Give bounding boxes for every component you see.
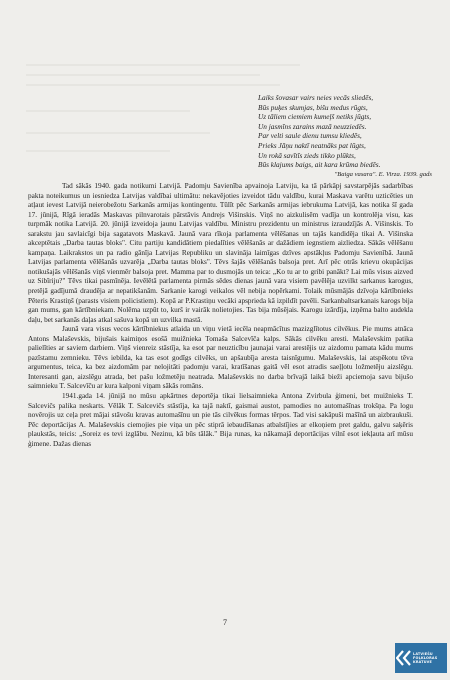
page-number: 7 <box>223 618 227 627</box>
bleed-through-line <box>26 74 260 76</box>
poem-source: "Baiga vasara". E. Virza. 1939. gads <box>334 170 432 178</box>
poem-line: Uz tāliem ciemiem kumeļš netiks jūgts, <box>258 112 372 122</box>
poem-line: Un jasmīns zarains mazā neuzziedēs. <box>258 121 367 131</box>
bleed-through-line <box>26 64 300 66</box>
epigraph-poem <box>258 93 438 179</box>
poem-line: Būs puķes skumjas, bišu medus rūgts, <box>258 102 368 112</box>
poem-line: Un rokā savītīs zieds tikko plūkts, <box>258 150 356 160</box>
paragraph: Jaunā vara visus vecos kārtībniekus atlaida un viņu vietā iecēla neapmācītus mazizglītotus cilvēkus. Pie mums atnāca Antons Malaševskis, bijušais kaimiņos esošā muižnieka Tomaša Salcevīča kalps. Sākās cilvēku aresti. Malaševskim patika palielīties ar saviem darbiem. Viņš vienreiz stāstīja, ka esot par neuzticību jaunajai varai arestējis uz aizdomu pamata kādu mums pazīstamu zemnieku. Tēvs iebilda, ka tas esot godīgs cilvēks, un apšaubīja aresta taisnīgumu. Malaševskis, lai atspēkotu tēva argumentus, teica, ka bez aizdomām par nelojitāti padomju varai, kratīšanas gaitā vēl esot atradis saeļļotu ložmetēju aizslēgu. Interesanti gan, aizslēgu atrada, bet pašu ložmetēju neatrada. Malaševskis no darba brīvajā laikā bieži apciemoja savu bijušo saimnieku T. Salcevīču ar kura kalponi viņam sākās romāns. <box>28 325 413 391</box>
archive-logo <box>395 643 447 673</box>
poem-line: Laiks šovasar vairs neies vecās sliedēs, <box>258 93 374 102</box>
body-text <box>28 182 413 449</box>
paragraph: 1941.gada 14. jūnijā no mūsu apkārtnes deportēja tikai lielsaimnieka Antona Zvirbula ģimeni, bet muižnieks T. Salcevičs palika neskarts. Vēlāk T. Salcevičs stāstīja, ka tajā naktī, gaismai austot, pamodies no automašīnas trokšņa. Pa logu novērojis uz ceļa pret mājai stāvošu kravas automašīnu un pie tās cilvēkus formas tērpos. Tad visi sakāpuši mašīnā un aizbraukuši. Pēc deportācijas A. Malaševskis ciemojies pie viņa un pēc stiprā iebaudīšanas atbalstījies ar elkoņiem pret galdu, galvu saķēris plaukstās, teicis: „Soreiz es tevi izglābu. Nezinu, kā būs tālāk." Bija runas, ka nākamajā deportācijas vilnī esot iekļauta arī mūsu ģimene. Dažas dienas <box>28 392 413 448</box>
poem-line: Par velti saule dienu tumsu kliedēs, <box>258 131 362 141</box>
bleed-through-line <box>26 132 210 134</box>
bleed-through-line <box>26 150 170 152</box>
logo-line: LATVIEŠU <box>413 651 433 656</box>
logo-line: FOLKLORAS <box>413 655 438 660</box>
poem-line: Prieks Jāņu naktī neatnāks pat lūgts, <box>258 140 366 150</box>
logo-text <box>413 652 437 665</box>
poem-line: Būs klajums baigs, ait kara krūma biedēs. <box>258 160 381 170</box>
logo-line: KRĀTUVE <box>413 660 433 665</box>
bleed-through-line <box>26 84 280 86</box>
paragraph: Tad sākās 1940. gada notikumi Latvijā. Padomju Savienība apvainoja Latviju, ka tā pārkāpj savstarpējās sadarbības pakta noteikumus un iesniedza Latvijas valdībai ultimātu: nekavējoties izveidot tādu valdību, kurai Maskava varētu uzticēties un atļaut ievest Latvijā neierobežotu Sarkanās armijas kontingentu. Tūlīt pēc Sarkanās armijas iebrukuma Latvijā, kas notika šī gada 17. jūnijā, Rīgā ieradās Maskavas pilnvarotais pārstāvis Andrejs Višinskis. Viņš no aizkulisēm vadīja un kontrolēja visu, kas turpmāk notika Latvijā. 20. jūnijā izveidoja jaunu Latvijas valdību. Ministru prezidentu un ministrus izraudzījās A. Višinskis. To sarakstu jau savlaicīgi bija sagatavots Maskavā. Jaunā vara rīkoja parlamenta vēlēšanas un tajās kandidēja tikai A. Višinska akceptētais „Darba tautas bloks". Citu partiju kandidātiem piedalīties vēlēšanās ar dažādiem iegnstiem aizliedza. Sākās vēlēšanu kampaņa. Laikrakstos un pa radio gānīja Latvijas Republiku un slavināja laimīgas dzīves apstākļus Padomju Savienībā. Jaunā Latvijas parlamenta vēlēšanās uzvarēja „Darba tautas bloks". Tēvs šajās vēlēšanās balsoja pret. Arī pēc otrās krievu okupācijas notikušajās vēlēšanās viņš vienmēr balsoja pret. Mamma par to dusmojās un teica: „Ko tu ar to gribi panākt? Lai mūs visus aizved uz Sibīriju?" Tēvs tikai pasmīnēja. Ievēlētā parlamenta pirmās sēdes dienas jaunā vara visiem pavēlēja uzvilkt sarkanus karogus, pretējā gadījumā draudēja ar nepatikšanām. Sarkanie karogi veikalos vēl nebija nopērkami. Tolaik mūsmājās dzīvoja kārtībnieks Pēteris Krastiņš (parasts visiem policistiem). Kopā ar P.Krastiņu vecāki apsprieda kā izpildīt pavēli. Sarkanbaltsarkanais karogs bija gan mums, gan kārtībniekam. Nolēma uzpūt to, kurš ir vairāk nolietojies. Tas bija mūsējais. Karogu izārdīja, izņēma balto audekla daļu, bet sarkanās daļas atkal sašuva kopā un uzvilka mastā. <box>28 182 413 324</box>
kk-chevrons-icon <box>395 643 413 673</box>
bleed-through-line <box>26 110 190 112</box>
